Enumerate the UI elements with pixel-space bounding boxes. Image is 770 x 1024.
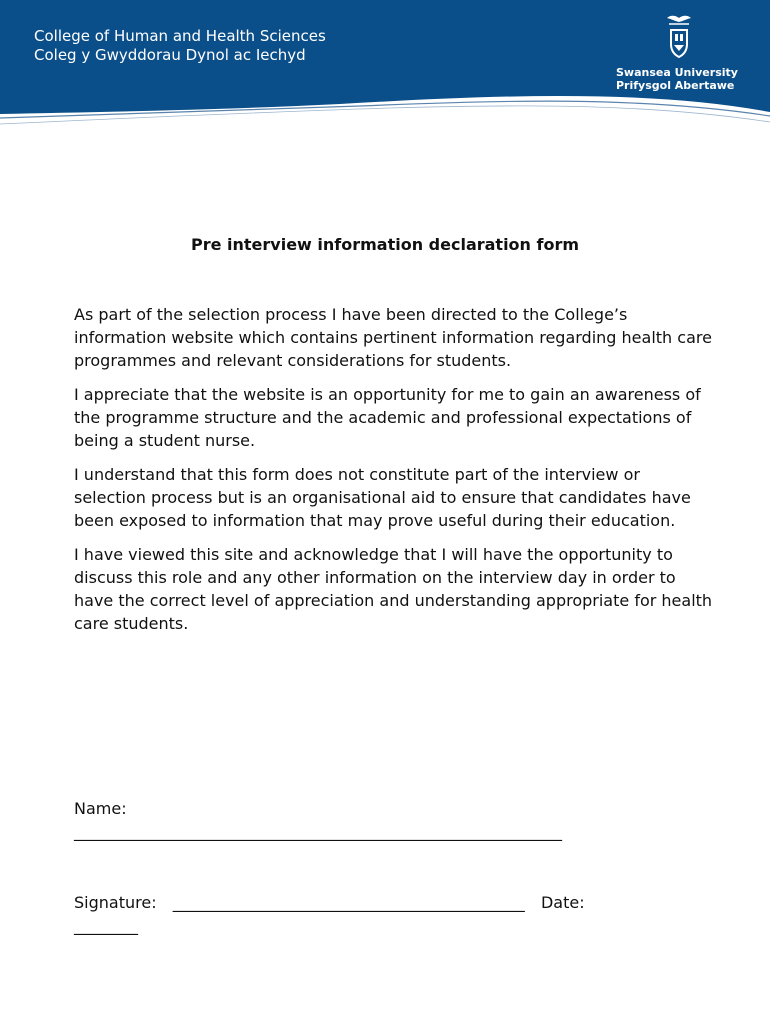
page-header (0, 0, 770, 130)
swansea-university-logo (614, 14, 744, 92)
college-name-welsh: Coleg y Gwyddorau Dynol ac Iechyd (34, 46, 306, 64)
name-line[interactable]: _____________________________________________________________ (74, 822, 562, 841)
declaration-text (74, 303, 714, 646)
name-label: Name: (74, 799, 127, 818)
date-line[interactable]: ________ (74, 916, 138, 935)
date-label: Date: (540, 893, 585, 912)
university-crest-icon (659, 14, 699, 60)
name-field (74, 797, 562, 843)
signature-date-field (74, 891, 585, 937)
university-name-welsh: Prifysgol Abertawe (616, 79, 735, 92)
declaration-paragraph: I understand that this form does not constitute part of the interview or selection process but is an organisational aid to ensure that candidates have been exposed to information that may prove useful during their education. (74, 465, 691, 530)
declaration-paragraph: I have viewed this site and acknowledge that I will have the opportunity to discuss this role and any other information on the interview day in order to have the correct level of appreciation and understanding appropriate for health care students. (74, 545, 713, 633)
signature-label: Signature: (74, 893, 157, 912)
university-name-english: Swansea University (616, 66, 738, 79)
declaration-paragraph: I appreciate that the website is an opportunity for me to gain an awareness of the programme structure and the academic and professional expectations of being a student nurse. (74, 385, 701, 450)
college-name (34, 27, 326, 65)
college-name-english: College of Human and Health Sciences (34, 27, 326, 45)
form-title: Pre interview information declaration form (190, 235, 580, 254)
signature-line[interactable]: ____________________________________________ (172, 893, 525, 912)
declaration-paragraph: As part of the selection process I have been directed to the College’s information website which contains pertinent information regarding health care programmes and relevant considerations for students. (74, 305, 712, 370)
